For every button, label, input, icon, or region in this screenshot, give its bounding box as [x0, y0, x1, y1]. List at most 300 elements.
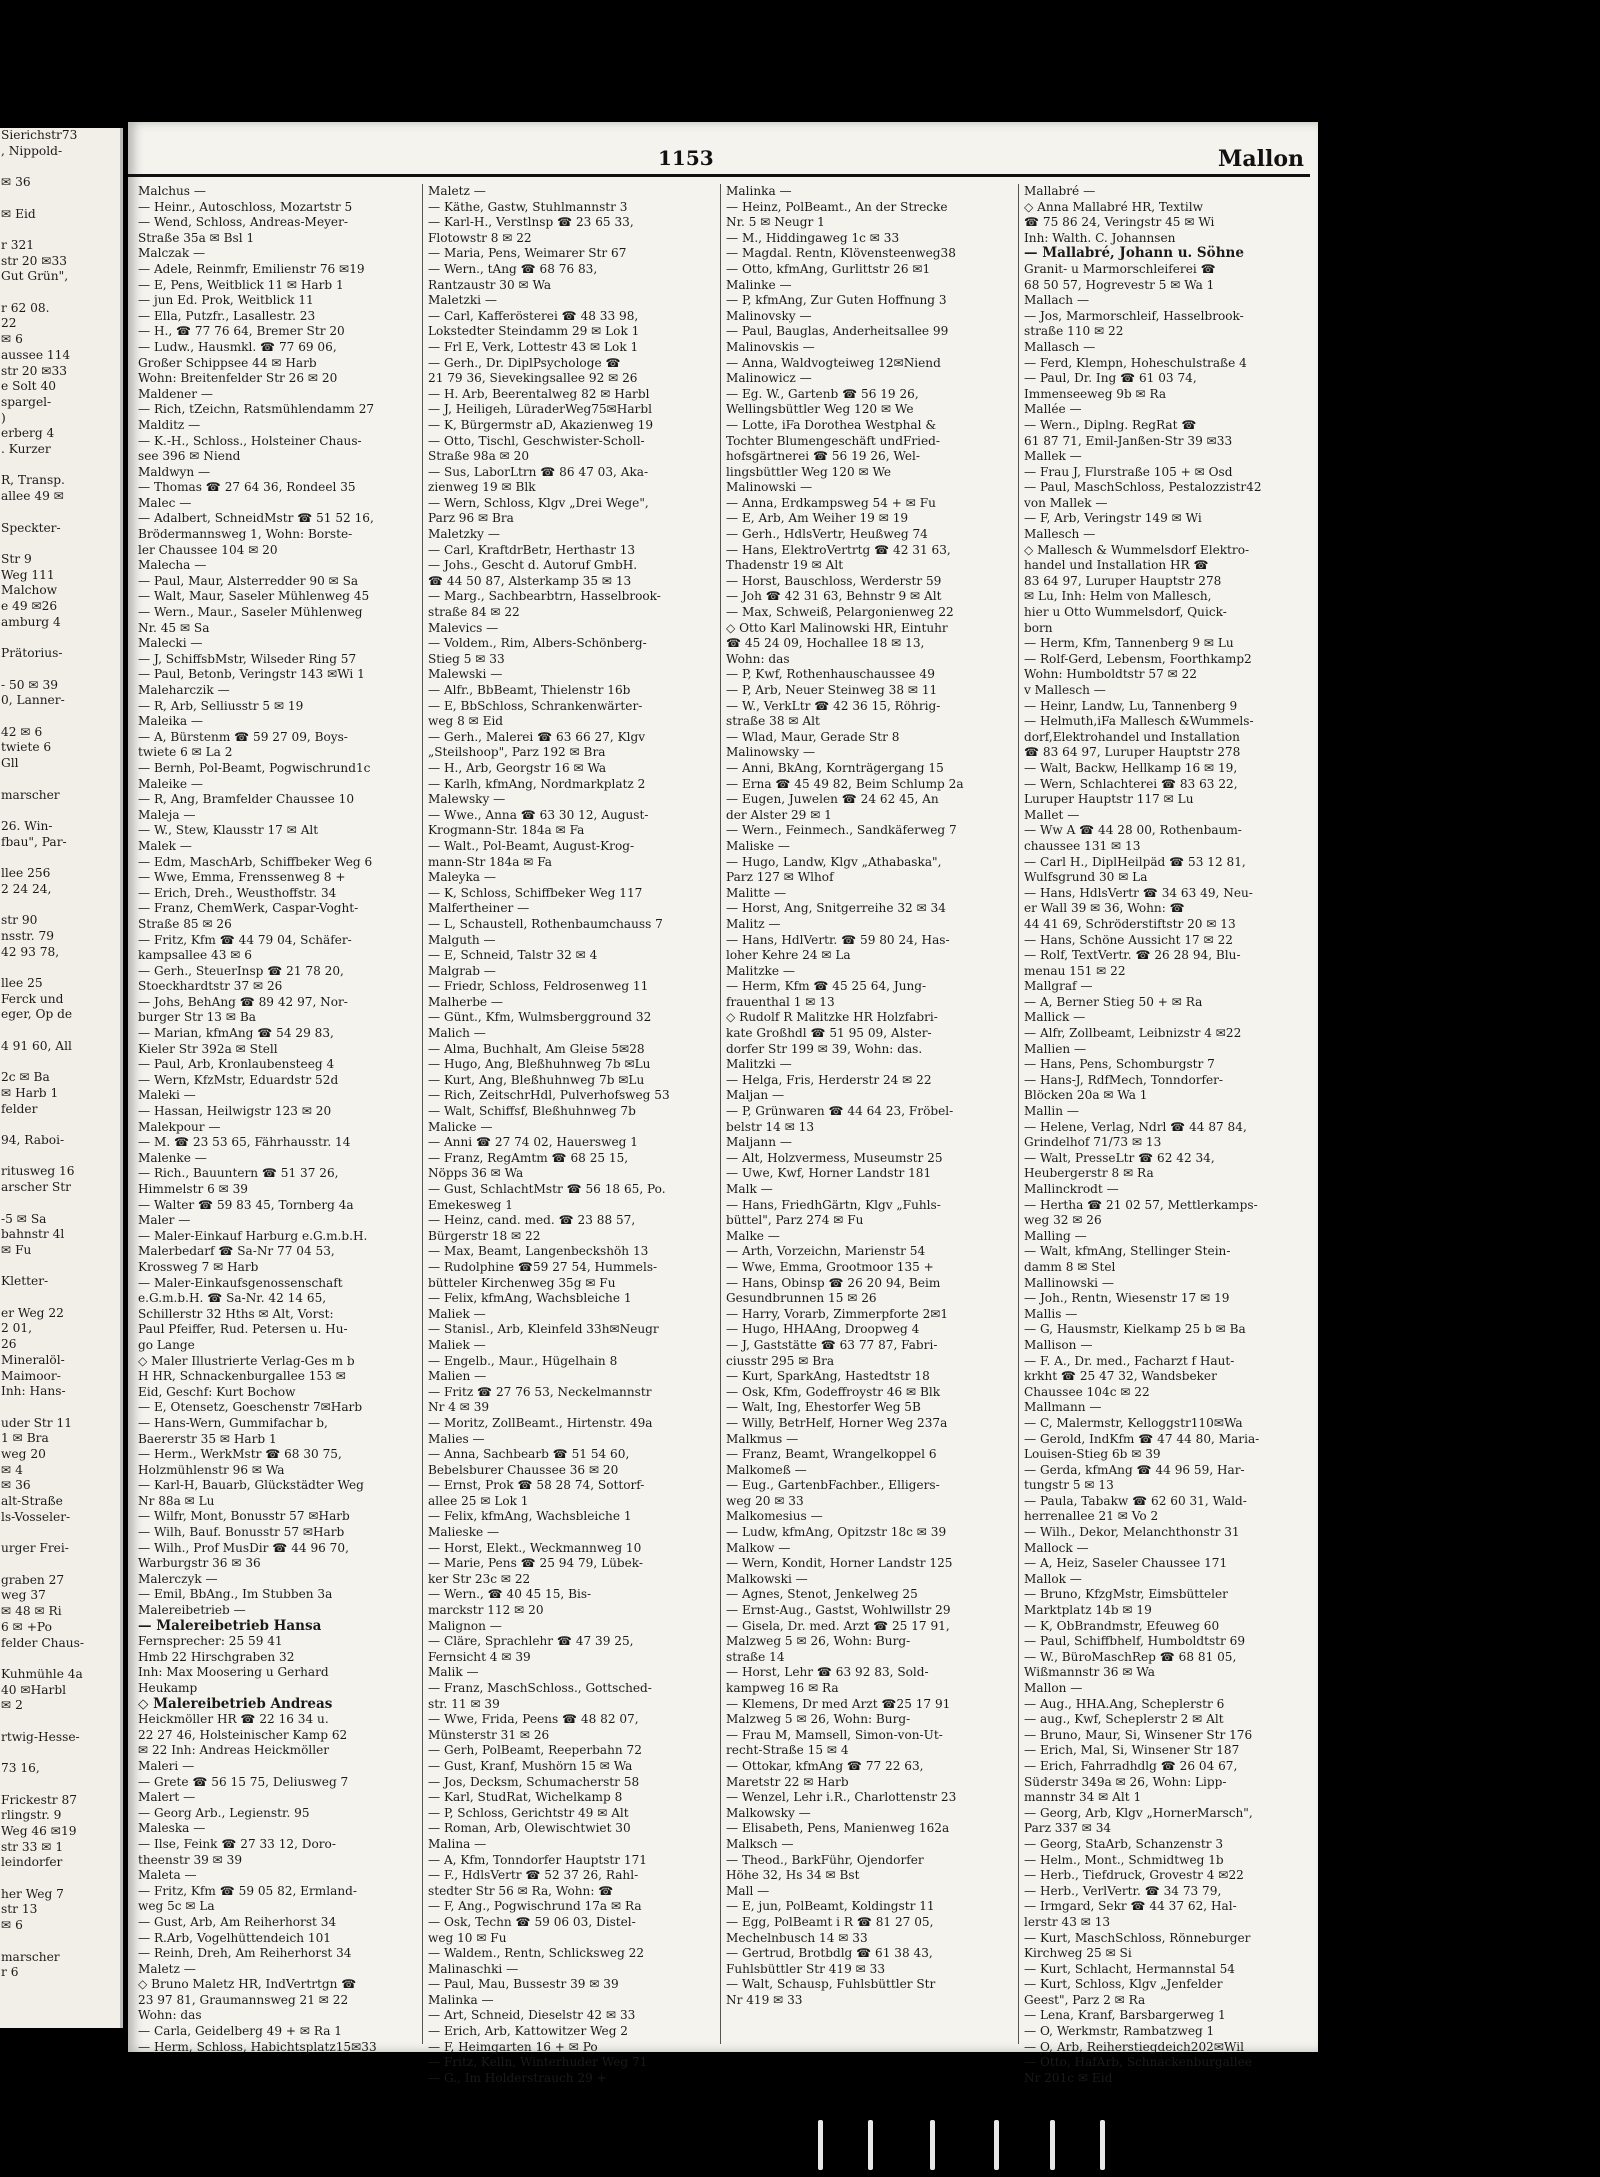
left-page-line [0, 1196, 120, 1212]
directory-entry: — Eugen, Juwelen ☎ 24 62 45, An [726, 792, 939, 807]
directory-entry: — P, Schloss, Gerichtstr 49 ✉ Alt [428, 1805, 629, 1820]
directory-entry: — O, Arb, Reiherstiegdeich202✉Wil [1024, 2039, 1244, 2054]
left-page-line [0, 1400, 120, 1416]
directory-entry: kampsallee 43 ✉ 6 [138, 948, 252, 963]
directory-entry: — Gerh., Dr. DiplPsychologe ☎ [428, 355, 621, 370]
directory-entry: — Anna, Erdkampsweg 54 + ✉ Fu [726, 495, 936, 510]
left-page-line [0, 1934, 120, 1950]
directory-entry: — Joh., Rentn, Wiesenstr 17 ✉ 19 [1024, 1291, 1230, 1306]
directory-entry: Nr 88a ✉ Lu [138, 1493, 215, 1508]
directory-entry: Süderstr 349a ✉ 26, Wohn: Lipp- [1024, 1774, 1227, 1789]
directory-entry: — A, Bürstenm ☎ 59 27 09, Boys- [138, 729, 348, 744]
surname-heading: Malerczyk — [138, 1571, 218, 1586]
directory-entry: — Waldem., Rentn, Schlicksweg 22 [428, 1946, 645, 1961]
directory-entry: Geest", Parz 2 ✉ Ra [1024, 1992, 1146, 2007]
directory-entry: ◇ Rudolf R Malitzke HR Holzfabri- [726, 1010, 938, 1025]
directory-entry: — W., BüroMaschRep ☎ 68 81 05, [1024, 1649, 1237, 1664]
directory-entry: — Heinr, Landw, Lu, Tannenberg 9 [1024, 698, 1238, 713]
directory-entry: — E, Pens, Weitblick 11 ✉ Harb 1 [138, 277, 344, 292]
left-page-line: her Weg 7 [1, 1886, 64, 1901]
directory-entry: Stoeckhardtstr 37 ✉ 26 [138, 979, 283, 994]
directory-entry: — K, Bürgermstr aD, Akazienweg 19 [428, 417, 654, 432]
directory-entry: — Grete ☎ 56 15 75, Deliusweg 7 [138, 1774, 349, 1789]
left-page-line: , Nippold- [1, 143, 63, 158]
left-page-line: ✉ 36 [1, 1478, 31, 1493]
running-head: Mallon [1218, 146, 1304, 172]
directory-entry: str. 11 ✉ 39 [428, 1696, 500, 1711]
directory-entry: Holzmühlenstr 96 ✉ Wa [138, 1462, 285, 1477]
left-page-line: Weg 46 ✉19 [1, 1823, 77, 1838]
left-page-line: Gut Grün", [1, 269, 69, 284]
directory-entry: H HR, Schnackenburgallee 153 ✉ [138, 1369, 346, 1384]
directory-entry: 68 50 57, Hogrevestr 5 ✉ Wa 1 [1024, 277, 1215, 292]
directory-entry: Wohn: das [138, 2008, 202, 2023]
directory-entry: — Klemens, Dr med Arzt ☎25 17 91 [726, 1696, 951, 1711]
directory-entry: Wohn: Breitenfelder Str 26 ✉ 20 [138, 371, 338, 386]
directory-entry: Inh: Max Moosering u Gerhard [138, 1665, 329, 1680]
directory-entry: — Käthe, Gastw, Stuhlmannstr 3 [428, 199, 628, 214]
directory-entry: — Gust, Arb, Am Reiherhorst 34 [138, 1914, 337, 1929]
directory-entry: — Maler-Einkaufsgenossenschaft [138, 1275, 343, 1290]
surname-heading: von Mallek — [1024, 495, 1108, 510]
surname-heading: Malewsky — [428, 792, 506, 807]
left-page-line: twiete 6 [1, 740, 52, 755]
directory-entry: Chaussee 104c ✉ 22 [1024, 1384, 1150, 1399]
directory-entry: — Horst, Ang, Snitgerreihe 32 ✉ 34 [726, 901, 946, 916]
surname-heading: Malieske — [428, 1525, 500, 1540]
directory-entry: — Helga, Fris, Herderstr 24 ✉ 22 [726, 1072, 932, 1087]
directory-entry: — Hassan, Heilwigstr 123 ✉ 20 [138, 1104, 332, 1119]
directory-entry: — Georg Arb., Legienstr. 95 [138, 1805, 310, 1820]
directory-entry: „Steilshoop", Parz 192 ✉ Bra [428, 745, 606, 760]
directory-entry: — Karl-H, Bauarb, Glückstädter Weg [138, 1478, 364, 1493]
directory-entry: Straße 35a ✉ Bsl 1 [138, 230, 255, 245]
directory-entry: Mallée — [1024, 402, 1082, 417]
page-header [128, 122, 1318, 182]
directory-entry: — W., Stew, Klausstr 17 ✉ Alt [138, 823, 319, 838]
directory-entry: — Anni, BkAng, Kornträgergang 15 [726, 760, 944, 775]
directory-entry: — Max, Schweiß, Pelargonienweg 22 [726, 605, 954, 620]
directory-entry: Mallabré — [1024, 184, 1096, 198]
directory-entry: Höhe 32, Hs 34 ✉ Bst [726, 1868, 860, 1883]
directory-entry: — Ww A ☎ 44 28 00, Rothenbaum- [1024, 823, 1242, 838]
directory-entry: — Ludw, kfmAng, Opitzstr 18c ✉ 39 [726, 1525, 947, 1540]
directory-entry: — Wern, Schlachterei ☎ 83 63 22, [1024, 776, 1238, 791]
directory-entry: Nr 201c ✉ Eid [1024, 2070, 1113, 2085]
left-page-line: leindorfer [1, 1855, 63, 1870]
directory-entry: — G, Hausmstr, Kielkamp 25 b ✉ Ba [1024, 1322, 1246, 1337]
left-page-line: ritusweg 16 [1, 1164, 75, 1179]
directory-entry: — Wilh, Bauf. Bonusstr 57 ✉Harb [138, 1525, 345, 1540]
directory-entry: — Franz, ChemWerk, Caspar-Voght- [138, 901, 359, 916]
left-page-line [0, 1557, 120, 1573]
directory-entry: — Kurt, Schloss, Klgv „Jenfelder [1024, 1977, 1223, 1992]
left-page-line [0, 709, 120, 725]
directory-entry: — Eg. W., Gartenb ☎ 56 19 26, [726, 386, 919, 401]
left-page-line: e Solt 40 [1, 379, 56, 394]
directory-entry: ◇ Otto Karl Malinowski HR, Eintuhr [726, 620, 948, 635]
surname-heading: Malek — [138, 838, 192, 853]
directory-entry: — Alfr., BbBeamt, Thielenstr 16b [428, 683, 631, 697]
directory-entry: — Egg, PolBeamt i R ☎ 81 27 05, [726, 1914, 934, 1929]
directory-entry: Straße 85 ✉ 26 [138, 916, 232, 931]
directory-entry: — J, Gaststätte ☎ 63 77 87, Fabri- [726, 1337, 938, 1352]
left-page-line: str 20 ✉33 [1, 253, 67, 268]
directory-entry: — F, Heimgarten 16 + ✉ Po [428, 2039, 598, 2054]
left-page-line: str 33 ✉ 1 [1, 1839, 64, 1854]
directory-entry: — Magdal. Rentn, Klövensteenweg38 [726, 246, 956, 261]
directory-entry: — C, Malermstr, Kelloggstr110✉Wa [1024, 1415, 1243, 1430]
directory-entry: — Günt., Kfm, Wulmsbergground 32 [428, 1010, 652, 1025]
directory-entry: kate Großhdl ☎ 51 95 09, Alster- [726, 1026, 932, 1041]
left-page-line: rtwig-Hesse- [1, 1729, 80, 1744]
directory-entry: Kirchweg 25 ✉ Si [1024, 1946, 1132, 1961]
surname-heading: Mallick — [1024, 1010, 1086, 1025]
left-page-line [0, 159, 120, 175]
directory-entry: 83 64 97, Luruper Hauptstr 278 [1024, 573, 1222, 588]
surname-heading: Mallinckrodt — [1024, 1182, 1119, 1196]
directory-entry: — Wern., Feinmech., Sandkäferweg 7 [726, 823, 957, 838]
directory-entry: — Anni ☎ 27 74 02, Hauersweg 1 [428, 1135, 638, 1150]
film-mark [868, 2120, 873, 2170]
directory-entry: — Hans, ElektroVertrtg ☎ 42 31 63, [726, 542, 951, 557]
directory-entry: — Stanisl., Arb, Kleinfeld 33h✉Neugr [428, 1322, 659, 1337]
directory-entry: — Otto, HafArb, Schnackenburgallee [1024, 2055, 1252, 2070]
directory-entry: — Moritz, ZollBeamt., Hirtenstr. 49a [428, 1415, 653, 1430]
left-page-line: Ferck und [1, 991, 64, 1006]
directory-entry: — Roman, Arb, Olewischtwiet 30 [428, 1821, 631, 1836]
left-page-line: str 20 ✉33 [1, 363, 67, 378]
left-page-line [0, 1651, 120, 1667]
left-page-line [0, 1117, 120, 1133]
left-page-line: aussee 114 [1, 347, 71, 362]
directory-entry: — Rich, tZeichn, Ratsmühlendamm 27 [138, 402, 375, 417]
directory-entry: e.G.m.b.H. ☎ Sa-Nr. 42 14 65, [138, 1291, 327, 1306]
directory-entry: belstr 14 ✉ 13 [726, 1119, 815, 1134]
directory-entry: weg 8 ✉ Eid [428, 714, 504, 729]
surname-heading: Mallin — [1024, 1104, 1079, 1119]
surname-heading: Malinowicz — [726, 371, 812, 386]
directory-entry: — Otto, kfmAng, Gurlittstr 26 ✉1 [726, 261, 931, 276]
directory-entry: — Irmgard, Sekr ☎ 44 37 62, Hal- [1024, 1899, 1237, 1914]
directory-entry: Malzweg 5 ✉ 26, Wohn: Burg- [726, 1712, 911, 1727]
directory-entry: Fuhlsbüttler Str 419 ✉ 33 [726, 1961, 886, 1976]
directory-entry: — M. ☎ 23 53 65, Fährhausstr. 14 [138, 1135, 351, 1150]
surname-heading: Maletz — [138, 1961, 196, 1976]
surname-heading: Maletzky — [428, 527, 500, 542]
directory-entry: — Felix, kfmAng, Wachsbleiche 1 [428, 1509, 632, 1524]
directory-entry: — Hans, FriedhGärtn, Klgv „Fuhls- [726, 1197, 941, 1212]
directory-entry: — Herm., WerkMstr ☎ 68 30 75, [138, 1447, 342, 1462]
directory-entry: — H., Arb, Georgstr 16 ✉ Wa [428, 760, 607, 775]
directory-entry: — Adele, Reinmfr, Emilienstr 76 ✉19 [138, 261, 365, 276]
surname-heading: Maleharczik — [138, 683, 230, 697]
directory-entry: ✉ Lu, Inh: Helm von Mallesch, [1024, 589, 1212, 604]
directory-entry: — Aug., HHA.Ang, Scheplerstr 6 [1024, 1696, 1225, 1711]
columns [128, 184, 1318, 2085]
directory-entry: — Bruno, KfzgMstr, Eimsbütteler [1024, 1587, 1228, 1602]
directory-entry: marckstr 112 ✉ 20 [428, 1603, 544, 1618]
directory-entry: Heubergerstr 8 ✉ Ra [1024, 1166, 1154, 1181]
left-page-line: Str 9 [1, 551, 32, 566]
left-page-line [0, 536, 120, 552]
surname-heading: Malinowski — [726, 480, 813, 495]
directory-entry: — A, Kfm, Tonndorfer Hauptstr 171 [428, 1852, 647, 1867]
directory-entry: — Bernh, Pol-Beamt, Pogwischrund1c [138, 760, 371, 775]
directory-entry: Krogmann-Str. 184a ✉ Fa [428, 823, 585, 838]
surname-heading: Mallien — [1024, 1041, 1087, 1056]
surname-heading: Maleja — [138, 807, 196, 822]
directory-entry: — Frl E, Verk, Lottestr 43 ✉ Lok 1 [428, 339, 639, 354]
directory-entry: hofsgärtnerei ☎ 56 19 26, Wel- [726, 449, 920, 464]
surname-heading: Malinovsky — [726, 308, 812, 323]
directory-entry: straße 84 ✉ 22 [428, 605, 520, 620]
surname-heading: Malekpour — [138, 1119, 221, 1134]
left-page-line: r 321 [1, 237, 34, 252]
directory-entry: 61 87 71, Emil-Janßen-Str 39 ✉33 [1024, 433, 1233, 448]
surname-heading: Mallek — [1024, 449, 1082, 464]
surname-heading: Malinka — [726, 184, 792, 198]
left-page-line: Sierichstr73 [1, 128, 78, 142]
directory-entry: — Paul, Maur, Alsterredder 90 ✉ Sa [138, 573, 359, 588]
directory-entry: ☎ 44 50 87, Alsterkamp 35 ✉ 13 [428, 573, 632, 588]
directory-entry: — Herm, Kfm, Tannenberg 9 ✉ Lu [1024, 636, 1234, 651]
directory-entry: — Lena, Kranf, Barsbargerweg 1 [1024, 2008, 1226, 2023]
directory-entry: — Erich, Arb, Kattowitzer Weg 2 [428, 2024, 628, 2039]
surname-heading: Malina — [428, 1836, 487, 1851]
directory-entry: — P, kfmAng, Zur Guten Hoffnung 3 [726, 293, 947, 308]
surname-heading: Malereibetrieb — [138, 1603, 246, 1618]
left-page-line [0, 285, 120, 301]
directory-entry: — W., VerkLtr ☎ 42 36 15, Röhrig- [726, 698, 941, 713]
left-page-line: ls-Vosseler- [1, 1509, 71, 1524]
directory-entry: ciusstr 295 ✉ Bra [726, 1353, 835, 1368]
surname-heading: Mallgraf — [1024, 979, 1093, 994]
left-page-line: marscher [1, 1949, 60, 1964]
directory-entry: — Helm., Mont., Schmidtweg 1b [1024, 1852, 1224, 1867]
directory-entry: Inh: Walth. C. Johannsen [1024, 230, 1176, 245]
directory-entry: — Fritz, Kfm ☎ 44 79 04, Schäfer- [138, 932, 352, 947]
surname-heading: Malignon — [428, 1618, 502, 1633]
surname-heading: Malksch — [726, 1836, 794, 1851]
left-page-line: ✉ 48 ✉ Ri [1, 1604, 62, 1619]
directory-entry: theenstr 39 ✉ 39 [138, 1852, 243, 1867]
directory-entry: — Wwe, Emma, Frenssenweg 8 + [138, 870, 346, 885]
directory-entry: Nr 4 ✉ 39 [428, 1400, 490, 1415]
directory-entry: Fernsprecher: 25 59 41 [138, 1634, 283, 1649]
directory-entry: bütteler Kirchenweg 35g ✉ Fu [428, 1275, 616, 1290]
directory-entry: Louisen-Stieg 6b ✉ 39 [1024, 1447, 1161, 1462]
surname-heading: Maleta — [138, 1868, 197, 1883]
film-mark [1100, 2120, 1105, 2170]
left-page-line [0, 803, 120, 819]
directory-entry: — A, Heiz, Saseler Chaussee 171 [1024, 1556, 1228, 1571]
directory-entry: — Hugo, Landw, Klgv „Athabaska", [726, 854, 942, 869]
directory-entry: — Ferd, Klempn, Hoheschulstraße 4 [1024, 355, 1247, 370]
directory-entry: straße 110 ✉ 22 [1024, 324, 1124, 339]
directory-entry: — Mallabré, Johann u. Söhne [1024, 245, 1244, 262]
surname-heading: Malevics — [428, 620, 499, 635]
directory-entry: — Horst, Elekt., Weckmannweg 10 [428, 1540, 642, 1555]
left-page-line: Kletter- [1, 1274, 49, 1289]
left-page-line: amburg 4 [1, 614, 61, 629]
directory-entry: — Kurt, MaschSchloss, Rönneburger [1024, 1930, 1251, 1945]
directory-entry: — Harry, Vorarb, Zimmerpforte 2✉1 [726, 1306, 949, 1321]
directory-entry: — E, Otensetz, Goeschenstr 7✉Harb [138, 1400, 363, 1415]
directory-page [128, 122, 1318, 2085]
directory-entry: — H., ☎ 77 76 64, Bremer Str 20 [138, 324, 345, 339]
directory-entry: mann-Str 184a ✉ Fa [428, 854, 553, 869]
directory-entry: — Uwe, Kwf, Horner Landstr 181 [726, 1166, 932, 1181]
left-page-line [0, 897, 120, 913]
directory-entry: chaussee 131 ✉ 13 [1024, 838, 1141, 853]
directory-entry: Kieler Str 392a ✉ Stell [138, 1041, 278, 1056]
surname-heading: Mallet — [1024, 807, 1080, 822]
surname-heading: Malditz — [138, 417, 201, 432]
surname-heading: Malk — [726, 1182, 773, 1196]
directory-entry: — Osk, Kfm, Godeffroystr 46 ✉ Blk [726, 1384, 941, 1399]
directory-entry: — Horst, Lehr ☎ 63 92 83, Sold- [726, 1665, 929, 1680]
surname-heading: Mallock — [1024, 1540, 1089, 1555]
directory-entry: Maretstr 22 ✉ Harb [726, 1774, 849, 1789]
directory-entry: — K, ObBrandmstr, Efeuweg 60 [1024, 1618, 1220, 1633]
surname-heading: Maleri — [138, 1758, 195, 1773]
left-page-line: uder Str 11 [1, 1415, 73, 1430]
left-page-line: r 62 08. [1, 300, 50, 315]
directory-entry: Thadenstr 19 ✉ Alt [726, 558, 844, 573]
directory-entry: — Wern, Schloss, Klgv „Drei Wege", [428, 495, 649, 510]
directory-entry: weg 32 ✉ 26 [1024, 1213, 1102, 1228]
directory-entry: Bebelsburer Chaussee 36 ✉ 20 [428, 1462, 619, 1477]
surname-heading: Malitte — [726, 885, 787, 900]
left-page-line: 4 91 60, All [1, 1038, 72, 1053]
surname-heading: Malecha — [138, 558, 207, 573]
surname-heading: Malec — [138, 495, 192, 510]
directory-entry: — Anna, Sachbearb ☎ 51 54 60, [428, 1447, 630, 1462]
left-page-line: Gll [1, 756, 19, 771]
directory-entry: see 396 ✉ Niend [138, 449, 241, 464]
left-page-line: 1 ✉ Bra [1, 1431, 49, 1446]
directory-entry: — Wilh., Prof MusDir ☎ 44 96 70, [138, 1540, 349, 1555]
directory-entry: — Gust, SchlachtMstr ☎ 56 18 65, Po. [428, 1182, 666, 1196]
directory-entry: — E, Arb, Am Weiher 19 ✉ 19 [726, 511, 909, 526]
film-mark [994, 2120, 999, 2170]
directory-entry: — Wenzel, Lehr i.R., Charlottenstr 23 [726, 1790, 957, 1805]
directory-entry: — Wern., ☎ 40 45 15, Bis- [428, 1587, 592, 1602]
left-page-line [0, 1777, 120, 1793]
directory-entry: — Karl-H., Verstlnsp ☎ 23 65 33, [428, 215, 634, 230]
directory-entry: — Ernst-Aug., Gastst, Wohlwillstr 29 [726, 1603, 951, 1618]
directory-entry: Emekesweg 1 [428, 1197, 513, 1212]
directory-entry: handel und Installation HR ☎ [1024, 558, 1209, 573]
directory-entry: — Franz, MaschSchloss., Gottsched- [428, 1681, 652, 1695]
directory-entry: — F, Arb, Veringstr 149 ✉ Wi [1024, 511, 1202, 526]
directory-entry: — Hans, Pens, Schomburgstr 7 [1024, 1057, 1215, 1072]
directory-entry: — Frau M, Mamsell, Simon-von-Ut- [726, 1727, 943, 1742]
surname-heading: Maljann — [726, 1135, 792, 1150]
directory-entry: — Jos, Decksm, Schumacherstr 58 [428, 1774, 640, 1789]
left-page-line: llee 25 [1, 975, 43, 990]
surname-heading: Malinovskis — [726, 339, 815, 354]
directory-entry: — E, Schneid, Talstr 32 ✉ 4 [428, 948, 598, 963]
left-page-line: 42 ✉ 6 [1, 724, 43, 739]
directory-entry: Heukamp [138, 1681, 198, 1695]
directory-entry: — Helmuth,iFa Mallesch &Wummels- [1024, 714, 1254, 729]
directory-entry: Nr. 5 ✉ Neugr 1 [726, 215, 825, 230]
directory-entry: Krossweg 7 ✉ Harb [138, 1259, 259, 1274]
directory-entry: Malkomeß — [726, 1462, 807, 1477]
left-page-line: 2 24 24, [1, 881, 52, 896]
surname-heading: Mallison — [1024, 1337, 1093, 1352]
directory-entry: — Carl, Kafferösterei ☎ 48 33 98, [428, 308, 639, 323]
directory-entry: — Franz, RegAmtm ☎ 68 25 15, [428, 1150, 629, 1165]
directory-entry: — Hertha ☎ 21 02 57, Mettlerkamps- [1024, 1197, 1258, 1212]
directory-entry: — Wern, Kondit, Horner Landstr 125 [726, 1556, 953, 1571]
left-page-line: ✉ 6 [1, 1918, 23, 1933]
directory-entry: Luruper Hauptstr 117 ✉ Lu [1024, 792, 1194, 807]
directory-entry: — Jos, Marmorschleif, Hasselbrook- [1024, 308, 1244, 323]
left-page-line: ✉ 4 [1, 1462, 23, 1477]
directory-entry: — Bruno, Maur, Si, Winsener Str 176 [1024, 1727, 1253, 1742]
directory-entry: 23 97 81, Graumannsweg 21 ✉ 22 [138, 1992, 349, 2007]
directory-entry: — Walt, PresseLtr ☎ 62 42 34, [1024, 1150, 1215, 1165]
directory-entry: — Herm, Schloss, Habichtsplatz15✉33 [138, 2039, 377, 2054]
directory-entry: — Adalbert, SchneidMstr ☎ 51 52 16, [138, 511, 374, 526]
directory-entry: — Kurt, Schlacht, Hermannstal 54 [1024, 1961, 1235, 1976]
left-page-line: 40 ✉Harbl [1, 1682, 67, 1697]
directory-entry: Marktplatz 14b ✉ 19 [1024, 1603, 1152, 1618]
directory-entry: — Johs, BehAng ☎ 89 42 97, Nor- [138, 994, 348, 1009]
directory-entry: twiete 6 ✉ La 2 [138, 745, 233, 760]
directory-entry: — Wilfr, Mont, Bonusstr 57 ✉Harb [138, 1509, 350, 1524]
directory-entry: — Marie, Pens ☎ 25 94 79, Lübek- [428, 1556, 643, 1571]
directory-entry: — Rich., Bauuntern ☎ 51 37 26, [138, 1166, 339, 1181]
directory-entry: — Thomas ☎ 27 64 36, Rondeel 35 [138, 480, 356, 495]
directory-entry: — Paul, Arb, Kronlaubensteeg 4 [138, 1057, 335, 1072]
directory-entry: 44 41 69, Schröderstiftstr 20 ✉ 13 [1024, 916, 1236, 931]
left-page-line [0, 458, 120, 474]
left-page-line [0, 1259, 120, 1275]
directory-entry: dorfer Str 199 ✉ 39, Wohn: das. [726, 1041, 923, 1056]
surname-heading: Malies — [428, 1431, 485, 1446]
directory-entry: — P, Kwf, Rothenhauschaussee 49 [726, 667, 935, 682]
directory-entry: go Lange [138, 1337, 195, 1352]
directory-entry: Baererstr 35 ✉ Harb 1 [138, 1431, 277, 1446]
left-page-line: 73 16, [1, 1761, 40, 1776]
directory-entry: — Wilh., Dekor, Melanchthonstr 31 [1024, 1525, 1240, 1540]
directory-entry: — Wwe, Frida, Peens ☎ 48 82 07, [428, 1712, 639, 1727]
directory-entry: — Hans, HdlVertr. ☎ 59 80 24, Has- [726, 932, 950, 947]
left-page-line: allee 49 ✉ [1, 489, 64, 504]
directory-entry: loher Kehre 24 ✉ La [726, 948, 851, 963]
directory-entry: — Anna, Waldvogteiweg 12✉Niend [726, 355, 941, 370]
directory-entry: — E, BbSchloss, Schrankenwärter- [428, 698, 643, 713]
left-page-line [0, 1714, 120, 1730]
directory-entry: — Wwe., Anna ☎ 63 30 12, August- [428, 807, 649, 822]
directory-entry: — Gisela, Dr. med. Arzt ☎ 25 17 91, [726, 1618, 950, 1633]
directory-entry: — aug., Kwf, Scheplerstr 2 ✉ Alt [1024, 1712, 1224, 1727]
directory-entry: burger Str 13 ✉ Ba [138, 1010, 256, 1025]
directory-entry: Parz 337 ✉ 34 [1024, 1821, 1112, 1836]
directory-entry: — O, Werkmstr, Rambatzweg 1 [1024, 2024, 1215, 2039]
directory-entry: Blöcken 20a ✉ Wa 1 [1024, 1088, 1148, 1103]
directory-entry: — Engelb., Maur., Hügelhain 8 [428, 1353, 618, 1368]
surname-heading: Malinke — [726, 277, 792, 292]
surname-heading: Maleki — [138, 1088, 196, 1103]
directory-entry: — Wern., tAng ☎ 68 76 83, [428, 261, 598, 276]
header-rule [128, 174, 1310, 177]
directory-entry: — Walt, Maur, Saseler Mühlenweg 45 [138, 589, 370, 604]
